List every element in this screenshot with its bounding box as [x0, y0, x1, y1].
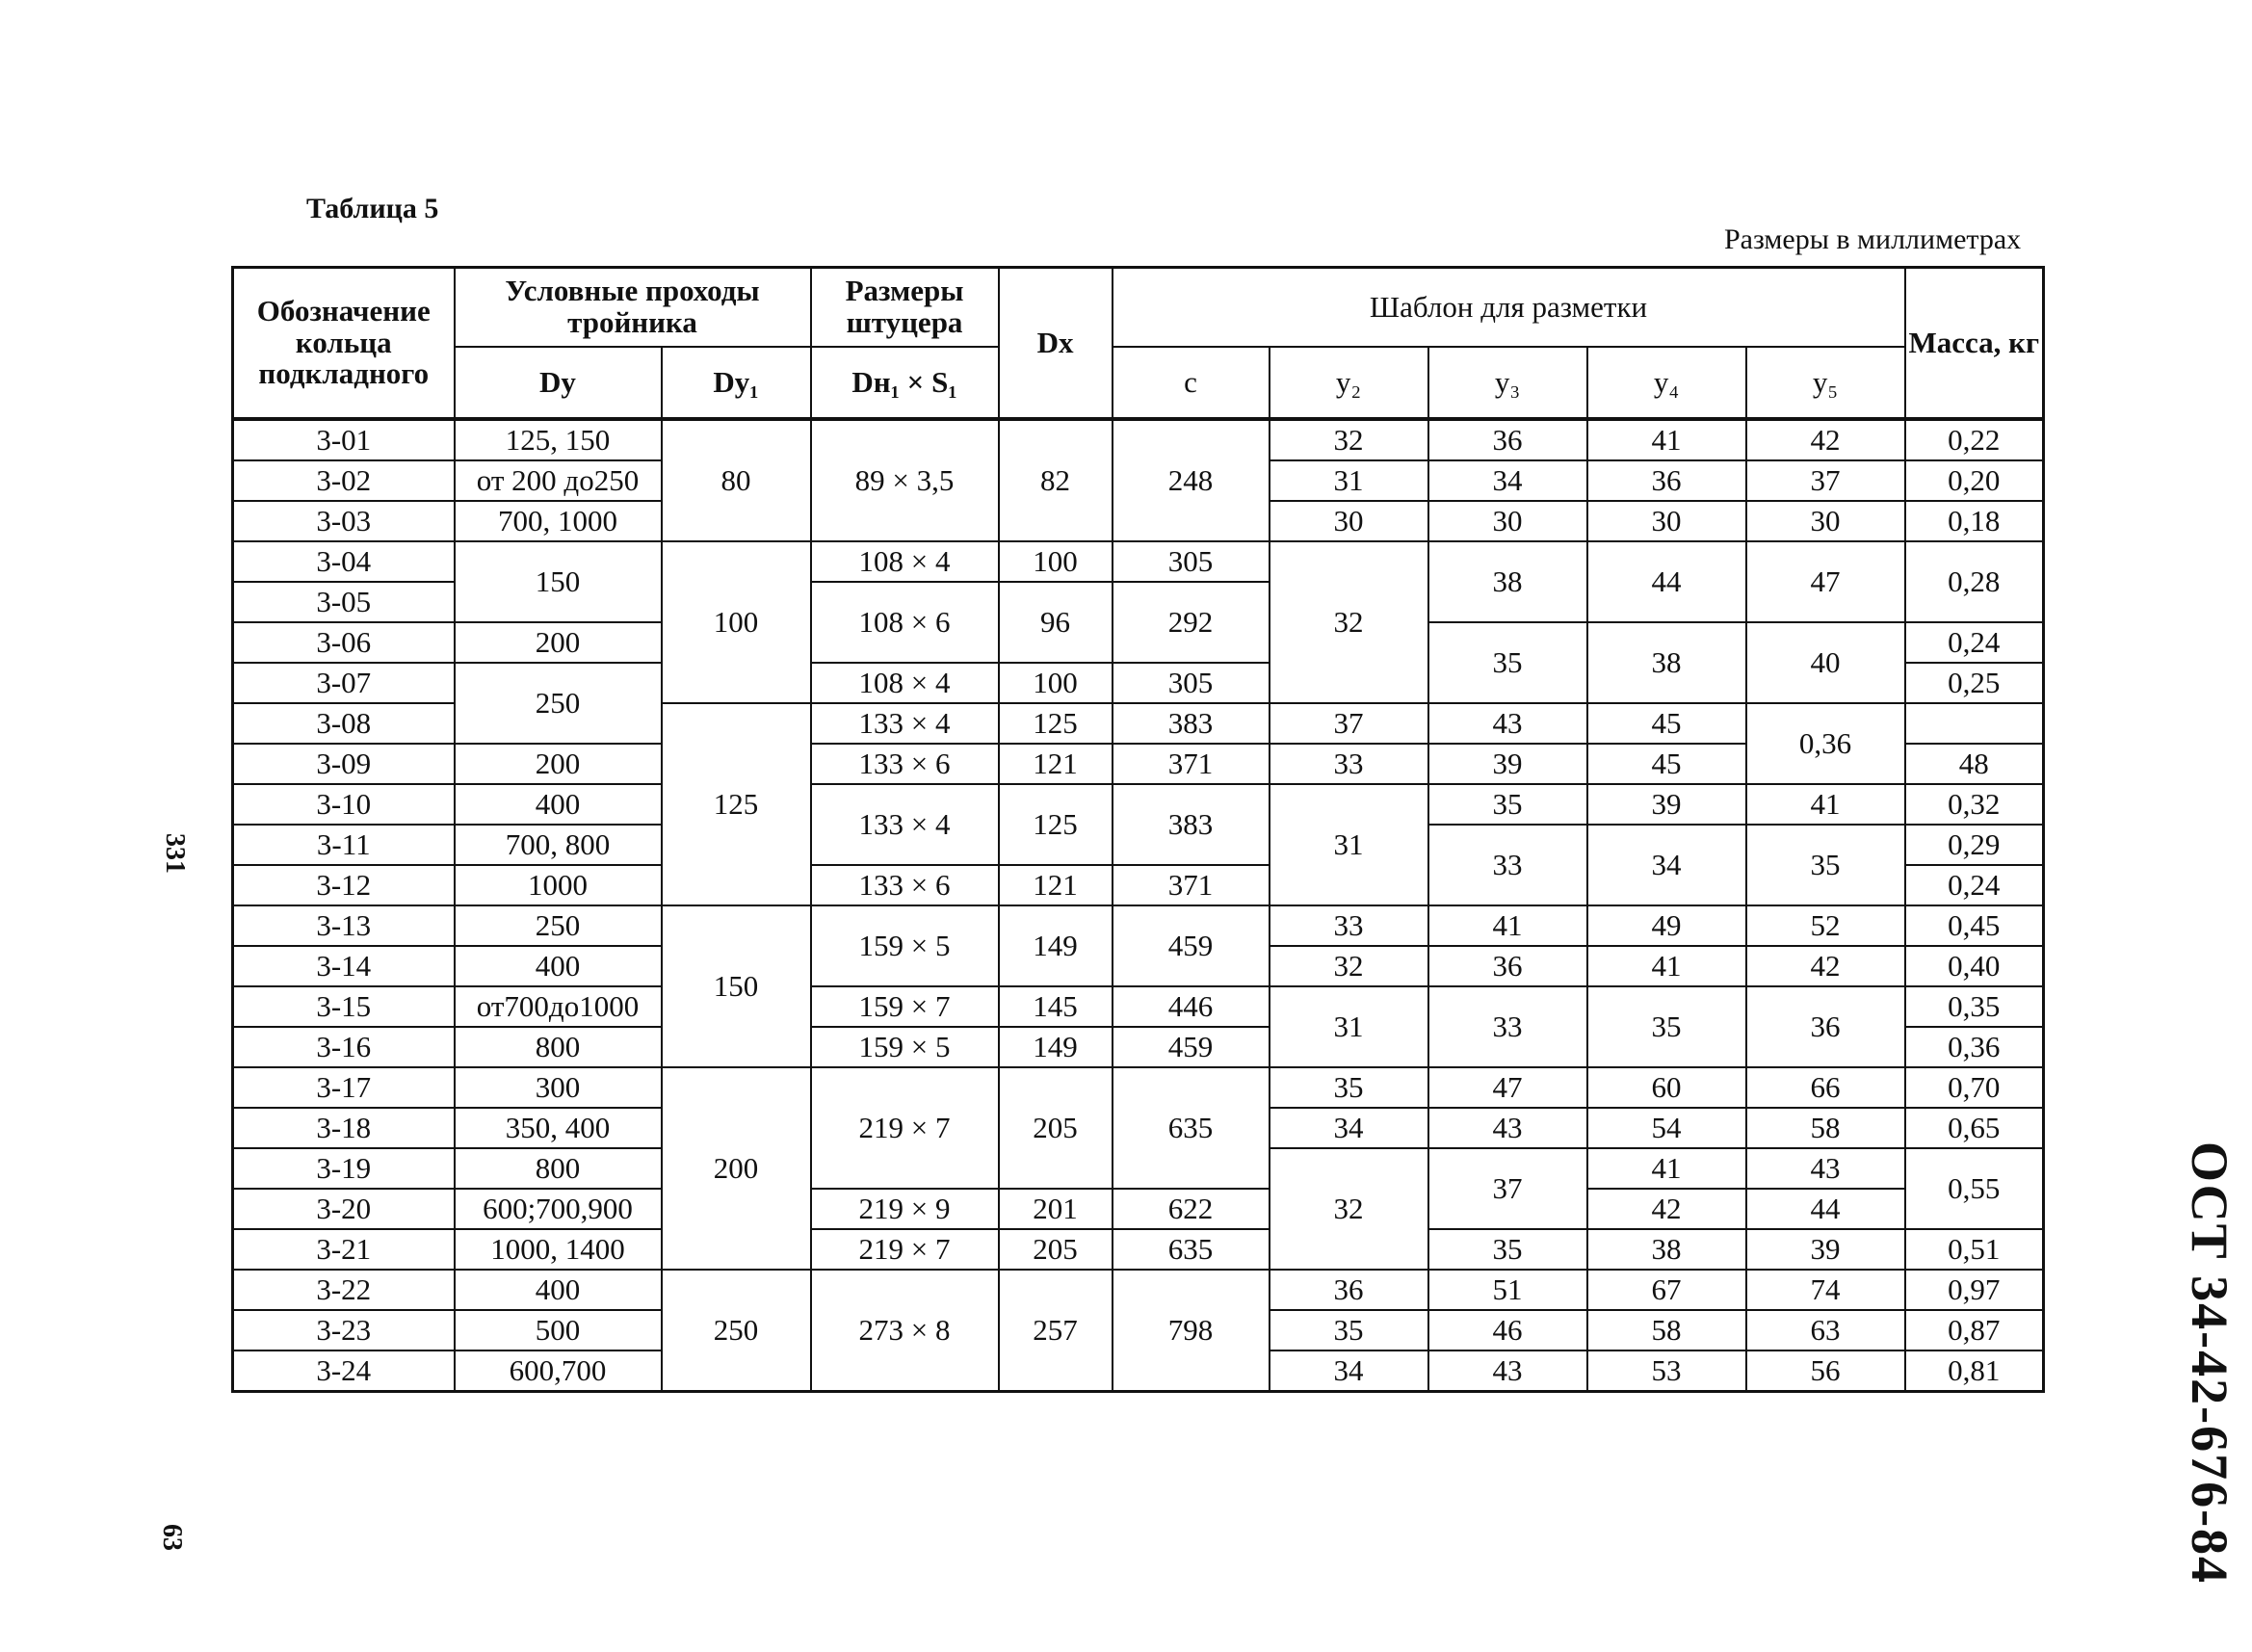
fitting-size-cell: 133 × 6 — [811, 865, 999, 905]
dy-cell: 800 — [455, 1148, 662, 1189]
y3-cell: 51 — [1428, 1270, 1587, 1310]
ring-id: 3-08 — [233, 703, 455, 744]
fitting-size-cell: 108 × 6 — [811, 582, 999, 663]
y3-cell: 35 — [1428, 784, 1587, 825]
dy-cell: 1000, 1400 — [455, 1229, 662, 1270]
dx-cell: 82 — [999, 419, 1113, 541]
dy-cell: 600;700,900 — [455, 1189, 662, 1229]
header-c: с — [1113, 347, 1270, 419]
ring-id: 3-22 — [233, 1270, 455, 1310]
y2-cell: 36 — [1270, 1270, 1428, 1310]
mass-cell: 0,87 — [1905, 1310, 2044, 1350]
dx-cell: 257 — [999, 1270, 1113, 1392]
dy-cell: 150 — [455, 541, 662, 622]
header-ring: Обозначение кольца подкладного — [233, 268, 455, 420]
ring-id: 3-04 — [233, 541, 455, 582]
mass-cell: 0,36 — [1905, 1027, 2044, 1067]
dx-cell: 100 — [999, 663, 1113, 703]
y4-cell: 58 — [1587, 1310, 1746, 1350]
table-row — [233, 419, 2044, 460]
table-row — [233, 784, 2044, 825]
y5-cell: 47 — [1746, 541, 1905, 622]
y3-cell: 38 — [1428, 541, 1587, 622]
dimensions-table — [231, 266, 2045, 1393]
dy1-cell: 80 — [662, 419, 811, 541]
mass-cell: 0,81 — [1905, 1350, 2044, 1392]
y5-cell: 42 — [1746, 946, 1905, 986]
mass-cell: 0,32 — [1905, 784, 2044, 825]
y5-cell: 30 — [1746, 501, 1905, 541]
dy-cell: 200 — [455, 622, 662, 663]
y4-cell: 54 — [1587, 1108, 1746, 1148]
c-cell: 383 — [1113, 703, 1270, 744]
y2-cell: 34 — [1270, 1350, 1428, 1392]
y4-cell: 36 — [1587, 460, 1746, 501]
table-row — [233, 905, 2044, 946]
c-cell: 305 — [1113, 541, 1270, 582]
y3-cell: 36 — [1428, 946, 1587, 986]
header-dn1s1: Dн₁ × S₁ — [811, 347, 999, 419]
dy-cell: 125, 150 — [455, 419, 662, 460]
dy1-cell: 200 — [662, 1067, 811, 1270]
mass-cell: 0,36 — [1746, 703, 1905, 784]
y4-cell: 39 — [1587, 784, 1746, 825]
y3-cell: 39 — [1428, 744, 1587, 784]
ring-id: 3-18 — [233, 1108, 455, 1148]
dy-cell: 800 — [455, 1027, 662, 1067]
header-dy1: Dу₁ — [662, 347, 811, 419]
y2-cell: 31 — [1270, 986, 1428, 1067]
y2-cell: 32 — [1270, 946, 1428, 986]
y5-cell: 44 — [1746, 1189, 1905, 1229]
header-y3: у₃ — [1428, 347, 1587, 419]
c-cell: 383 — [1113, 784, 1270, 865]
table-row — [233, 541, 2044, 582]
dy-cell: 400 — [455, 1270, 662, 1310]
mass-cell: 0,20 — [1905, 460, 2044, 501]
ring-id: 3-21 — [233, 1229, 455, 1270]
c-cell: 635 — [1113, 1067, 1270, 1189]
y3-cell: 37 — [1428, 1148, 1587, 1229]
mass-cell: 0,35 — [1905, 986, 2044, 1027]
fitting-size-cell: 273 × 8 — [811, 1270, 999, 1392]
ring-id: 3-02 — [233, 460, 455, 501]
fitting-size-cell: 108 × 4 — [811, 663, 999, 703]
dy-cell: 400 — [455, 784, 662, 825]
mass-cell: 0,70 — [1905, 1067, 2044, 1108]
y5-cell: 52 — [1746, 905, 1905, 946]
y2-cell: 35 — [1270, 1310, 1428, 1350]
y4-cell: 42 — [1587, 1189, 1746, 1229]
dy-cell: 300 — [455, 1067, 662, 1108]
y4-cell: 45 — [1587, 744, 1746, 784]
dy-cell: 200 — [455, 744, 662, 784]
ring-id: 3-13 — [233, 905, 455, 946]
ring-id: 3-19 — [233, 1148, 455, 1189]
header-dy: Dу — [455, 347, 662, 419]
fitting-size-cell: 219 × 7 — [811, 1067, 999, 1189]
dx-cell: 205 — [999, 1229, 1113, 1270]
y3-cell: 33 — [1428, 986, 1587, 1067]
table-caption: Таблица 5 — [306, 193, 439, 224]
dy-cell: 250 — [455, 905, 662, 946]
ring-id: 3-20 — [233, 1189, 455, 1229]
mass-cell: 0,28 — [1905, 541, 2044, 622]
header-y2: у₂ — [1270, 347, 1428, 419]
dy-cell: от700до1000 — [455, 986, 662, 1027]
y3-cell: 34 — [1428, 460, 1587, 501]
y5-cell: 42 — [1746, 419, 1905, 460]
y3-cell: 47 — [1428, 1067, 1587, 1108]
y3-cell: 37 — [1270, 703, 1428, 744]
y4-cell: 38 — [1587, 1229, 1746, 1270]
y5-cell: 48 — [1905, 744, 2044, 784]
y4-cell: 44 — [1587, 541, 1746, 622]
page-number-bottom: 63 — [157, 1524, 187, 1551]
fitting-size-cell: 159 × 5 — [811, 905, 999, 986]
y5-cell: 35 — [1746, 825, 1905, 905]
y3-cell: 35 — [1428, 1229, 1587, 1270]
c-cell: 371 — [1113, 865, 1270, 905]
mass-cell: 0,55 — [1905, 1148, 2044, 1229]
table-row — [233, 1229, 2044, 1270]
y4-cell: 49 — [1587, 905, 1746, 946]
c-cell: 459 — [1113, 1027, 1270, 1067]
y3-cell: 35 — [1428, 622, 1587, 703]
mass-cell: 0,25 — [1905, 663, 2044, 703]
ring-id: 3-14 — [233, 946, 455, 986]
dy1-cell: 150 — [662, 905, 811, 1067]
dy1-cell: 250 — [662, 1270, 811, 1392]
mass-cell: 0,18 — [1905, 501, 2044, 541]
c-cell: 459 — [1113, 905, 1270, 986]
y2-cell: 33 — [1270, 905, 1428, 946]
mass-cell: 0,97 — [1905, 1270, 2044, 1310]
y4-cell: 67 — [1587, 1270, 1746, 1310]
dx-cell: 121 — [999, 865, 1113, 905]
fitting-size-cell: 159 × 7 — [811, 986, 999, 1027]
ring-id: 3-15 — [233, 986, 455, 1027]
ring-id: 3-24 — [233, 1350, 455, 1392]
c-cell: 446 — [1113, 986, 1270, 1027]
c-cell: 371 — [1113, 744, 1270, 784]
ring-id: 3-01 — [233, 419, 455, 460]
mass-cell: 0,45 — [1905, 905, 2044, 946]
mass-cell: 0,51 — [1905, 1229, 2044, 1270]
c-cell: 635 — [1113, 1229, 1270, 1270]
header-fitting: Размеры штуцера — [811, 268, 999, 348]
c-cell: 292 — [1113, 582, 1270, 663]
y3-cell: 33 — [1428, 825, 1587, 905]
y5-cell: 40 — [1746, 622, 1905, 703]
fitting-size-cell: 89 × 3,5 — [811, 419, 999, 541]
y3-cell: 43 — [1428, 1108, 1587, 1148]
dy-cell: 700, 1000 — [455, 501, 662, 541]
table-row — [233, 1067, 2044, 1108]
mass-cell: 0,22 — [1905, 419, 2044, 460]
dx-cell: 149 — [999, 905, 1113, 986]
mass-cell: 0,24 — [1905, 865, 2044, 905]
y2-cell: 31 — [1270, 460, 1428, 501]
y3-cell: 46 — [1428, 1310, 1587, 1350]
y5-cell: 45 — [1587, 703, 1746, 744]
fitting-size-cell: 133 × 4 — [811, 703, 999, 744]
y5-cell: 36 — [1746, 986, 1905, 1067]
header-mass: Масса, кг — [1905, 268, 2044, 420]
header-y5: у₅ — [1746, 347, 1905, 419]
y2-cell: 32 — [1270, 1148, 1428, 1270]
fitting-size-cell: 108 × 4 — [811, 541, 999, 582]
y3-cell: 30 — [1428, 501, 1587, 541]
y4-cell: 41 — [1587, 946, 1746, 986]
y2-cell: 33 — [1270, 744, 1428, 784]
fitting-size-cell: 133 × 6 — [811, 744, 999, 784]
y2-cell: 31 — [1270, 784, 1428, 905]
y4-cell: 60 — [1587, 1067, 1746, 1108]
y3-cell: 41 — [1428, 905, 1587, 946]
c-cell: 622 — [1113, 1189, 1270, 1229]
y5-cell: 41 — [1746, 784, 1905, 825]
page-number-top: 331 — [160, 833, 190, 874]
ring-id: 3-06 — [233, 622, 455, 663]
ring-id: 3-16 — [233, 1027, 455, 1067]
y4-cell: 41 — [1587, 419, 1746, 460]
y5-cell: 43 — [1746, 1148, 1905, 1189]
table-row — [233, 986, 2044, 1027]
y2-cell: 30 — [1270, 501, 1428, 541]
y2-cell: 35 — [1270, 1067, 1428, 1108]
ring-id: 3-11 — [233, 825, 455, 865]
dy-cell: 1000 — [455, 865, 662, 905]
dx-cell: 201 — [999, 1189, 1113, 1229]
mass-cell: 0,65 — [1905, 1108, 2044, 1148]
dy-cell: 700, 800 — [455, 825, 662, 865]
y5-cell: 56 — [1746, 1350, 1905, 1392]
header-dx: Dх — [999, 268, 1113, 420]
dx-cell: 145 — [999, 986, 1113, 1027]
ring-id: 3-09 — [233, 744, 455, 784]
table-row — [233, 1189, 2044, 1229]
dy1-cell: 125 — [662, 703, 811, 905]
dy1-cell: 100 — [662, 541, 811, 703]
dy-cell: 500 — [455, 1310, 662, 1350]
fitting-size-cell: 219 × 7 — [811, 1229, 999, 1270]
dx-cell: 149 — [999, 1027, 1113, 1067]
y2-cell: 34 — [1270, 1108, 1428, 1148]
ring-id: 3-23 — [233, 1310, 455, 1350]
table-body — [233, 419, 2044, 1392]
mass-cell: 0,29 — [1905, 825, 2044, 865]
dy-cell: от 200 до250 — [455, 460, 662, 501]
fitting-size-cell: 133 × 4 — [811, 784, 999, 865]
y5-cell: 37 — [1746, 460, 1905, 501]
y5-cell: 58 — [1746, 1108, 1905, 1148]
y4-cell: 41 — [1587, 1148, 1746, 1189]
dy-cell: 350, 400 — [455, 1108, 662, 1148]
dy-cell: 400 — [455, 946, 662, 986]
fitting-size-cell: 219 × 9 — [811, 1189, 999, 1229]
units-note: Размеры в миллиметрах — [1724, 223, 2022, 255]
y4-cell: 30 — [1587, 501, 1746, 541]
dx-cell: 121 — [999, 744, 1113, 784]
table-row — [233, 1270, 2044, 1310]
c-cell: 798 — [1113, 1270, 1270, 1392]
ring-id: 3-07 — [233, 663, 455, 703]
dy-cell: 600,700 — [455, 1350, 662, 1392]
header-template: Шаблон для разметки — [1113, 268, 1905, 348]
y3-cell: 36 — [1428, 419, 1587, 460]
ring-id: 3-03 — [233, 501, 455, 541]
y4-cell: 34 — [1587, 825, 1746, 905]
c-cell: 248 — [1113, 419, 1270, 541]
ring-id: 3-17 — [233, 1067, 455, 1108]
c-cell: 305 — [1113, 663, 1270, 703]
dx-cell: 100 — [999, 541, 1113, 582]
dx-cell: 125 — [999, 703, 1113, 744]
ring-id: 3-12 — [233, 865, 455, 905]
y5-cell: 74 — [1746, 1270, 1905, 1310]
dx-cell: 96 — [999, 582, 1113, 663]
mass-cell: 0,24 — [1905, 622, 2044, 663]
y2-cell: 32 — [1270, 419, 1428, 460]
y2-cell: 32 — [1270, 541, 1428, 703]
y3-cell: 43 — [1428, 1350, 1587, 1392]
y5-cell: 66 — [1746, 1067, 1905, 1108]
y4-cell: 35 — [1587, 986, 1746, 1067]
fitting-size-cell: 159 × 5 — [811, 1027, 999, 1067]
header-y4: у₄ — [1587, 347, 1746, 419]
mass-cell: 0,40 — [1905, 946, 2044, 986]
document-code: ОСТ 34-42-676-84 — [2181, 1141, 2239, 1586]
ring-id: 3-05 — [233, 582, 455, 622]
header-passes: Условные проходы тройника — [455, 268, 811, 348]
y5-cell: 63 — [1746, 1310, 1905, 1350]
ring-id: 3-10 — [233, 784, 455, 825]
y4-cell: 53 — [1587, 1350, 1746, 1392]
dy-cell: 250 — [455, 663, 662, 744]
dx-cell: 205 — [999, 1067, 1113, 1189]
dx-cell: 125 — [999, 784, 1113, 865]
y4-cell: 43 — [1428, 703, 1587, 744]
y5-cell: 39 — [1746, 1229, 1905, 1270]
y4-cell: 38 — [1587, 622, 1746, 703]
